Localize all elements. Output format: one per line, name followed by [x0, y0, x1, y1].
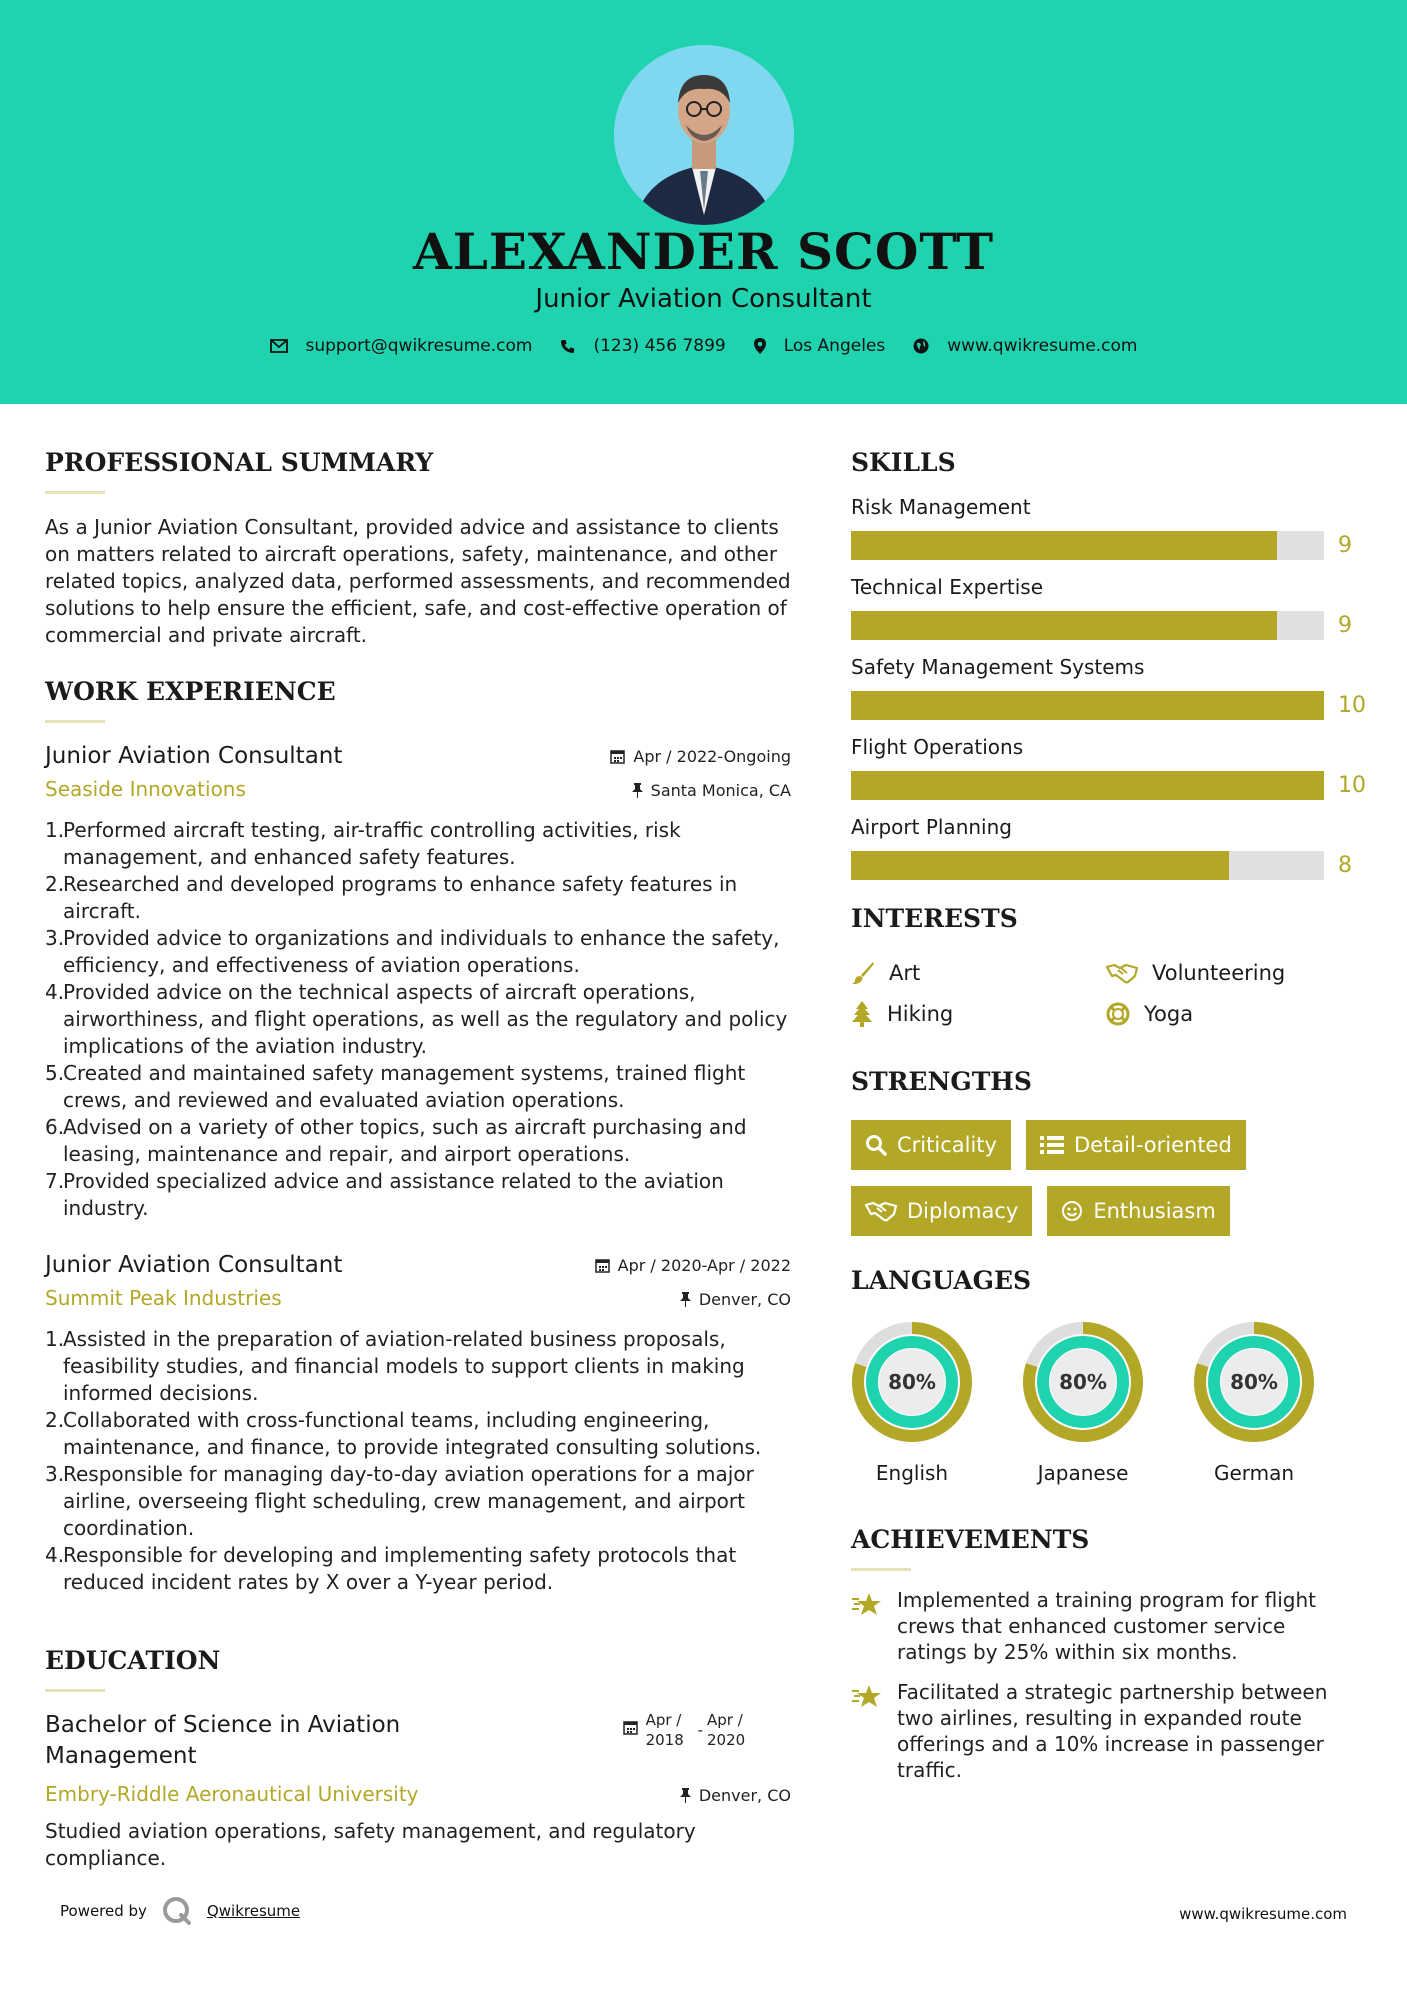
list-item: 6. Advised on a variety of other topics, such as aircraft purchasing and leasing, maintenance and repair, and airport operations.	[45, 1115, 747, 1166]
skill-value: 9	[1338, 533, 1352, 558]
interests-section	[851, 904, 1361, 1027]
handshake-icon	[1106, 962, 1138, 984]
degree-title: Bachelor of Science in Aviation Management	[45, 1712, 401, 1769]
skill-label: Safety Management Systems	[851, 655, 1145, 679]
list-item: 1. Assisted in the preparation of aviation-related business proposals, feasibility studies, and financial models to support clients in making informed decisions.	[45, 1327, 745, 1405]
list-item: 2. Researched and developed programs to enhance safety features in aircraft.	[45, 872, 738, 923]
skill-bar-fill	[851, 691, 1324, 720]
summary-heading: PROFESSIONAL SUMMARY	[45, 448, 434, 477]
contact-email[interactable]	[270, 336, 533, 356]
job-dates	[595, 1256, 791, 1275]
pushpin-icon	[632, 783, 643, 798]
education-start: Apr / 2018	[645, 1711, 684, 1749]
list-item: 7. Provided specialized advice and assistance related to the aviation industry.	[45, 1169, 724, 1220]
job-responsibilities	[45, 817, 791, 1222]
skill-bar	[851, 531, 1324, 560]
summary-text: As a Junior Aviation Consultant, provided advice and assistance to clients on matters related to aircraft operations, safety, maintenance, and other related topics, analyzed data, performed assessments, and recommended solutions to help ensure the efficient, safe, and cost-effective operation of commercial and private aircraft.	[45, 515, 791, 647]
qwikresume-logo-icon	[161, 1895, 193, 1927]
skill-item	[851, 735, 1366, 800]
language-label: Japanese	[1037, 1461, 1129, 1485]
job-title: Junior Aviation Consultant	[45, 743, 343, 769]
job-dates	[610, 747, 791, 766]
skill-item	[851, 495, 1361, 560]
experience-heading: WORK EXPERIENCE	[45, 677, 336, 706]
heading-underline	[45, 491, 105, 494]
candidate-title: Junior Aviation Consultant	[535, 284, 872, 314]
left-column	[45, 448, 791, 1872]
paintbrush-icon	[851, 961, 875, 985]
language-ring	[1193, 1321, 1315, 1443]
school-name: Embry-Riddle Aeronautical University	[45, 1782, 419, 1806]
powered-by	[60, 1895, 300, 1927]
map-pin-icon	[754, 338, 766, 354]
job-title: Junior Aviation Consultant	[45, 1252, 343, 1278]
contact-email-text: support@qwikresume.com	[305, 336, 533, 356]
achievements-heading: ACHIEVEMENTS	[851, 1525, 1090, 1554]
resume-header	[0, 0, 1407, 404]
language-item	[1022, 1321, 1144, 1485]
education-heading: EDUCATION	[45, 1646, 221, 1675]
language-label: German	[1213, 1461, 1295, 1485]
skill-label: Risk Management	[851, 495, 1031, 519]
job-entry	[45, 743, 791, 1222]
list-item: 4. Responsible for developing and implementing safety protocols that reduced incident rates by X over a Y-year period.	[45, 1543, 737, 1594]
list-icon	[1040, 1135, 1064, 1155]
list-item: 1. Performed aircraft testing, air-traffic controlling activities, risk management, and enhanced safety features.	[45, 818, 681, 869]
brand-link[interactable]: Qwikresume	[206, 1902, 301, 1920]
heading-underline	[45, 720, 105, 723]
education-dates	[623, 1710, 791, 1750]
date-separator: -	[697, 1721, 703, 1739]
achievements-list	[851, 1587, 1361, 1783]
calendar-icon	[610, 749, 625, 764]
star-icon	[851, 1683, 883, 1709]
skills-heading: SKILLS	[851, 448, 956, 477]
tree-icon	[851, 1001, 873, 1027]
calendar-icon	[595, 1258, 610, 1273]
powered-by-label: Powered by	[60, 1902, 147, 1920]
strengths-list	[851, 1120, 1361, 1252]
contact-website[interactable]	[913, 336, 1137, 356]
interest-item: Hiking	[851, 1001, 1106, 1027]
skill-bar-fill	[851, 531, 1277, 560]
job-dates-text: Apr / 2020-Apr / 2022	[617, 1256, 791, 1275]
language-item	[851, 1321, 973, 1485]
list-item: 2. Collaborated with cross-functional teams, including engineering, maintenance, and finance, to provide integrated consulting solutions.	[45, 1408, 762, 1459]
search-icon	[865, 1134, 887, 1156]
pushpin-icon	[680, 1292, 691, 1307]
strength-chip: Enthusiasm	[1047, 1186, 1229, 1236]
interests-list	[851, 961, 1361, 1027]
skill-item	[851, 655, 1366, 720]
contact-location-text: Los Angeles	[783, 336, 886, 356]
footer-website[interactable]: www.qwikresume.com	[1179, 1905, 1347, 1923]
job-location-text: Santa Monica, CA	[650, 781, 791, 800]
star-icon	[851, 1591, 883, 1617]
languages-list	[851, 1321, 1361, 1485]
contact-phone-text: (123) 456 7899	[593, 336, 726, 356]
strengths-section	[851, 1067, 1361, 1252]
education-location	[680, 1786, 791, 1805]
contact-website-text: www.qwikresume.com	[947, 336, 1138, 356]
skill-value: 10	[1338, 773, 1366, 798]
smile-icon	[1061, 1200, 1083, 1222]
company-name: Summit Peak Industries	[45, 1286, 282, 1310]
list-item: 4. Provided advice on the technical aspects of aircraft operations, airworthiness, and flight operations, as well as the regulatory and policy implications of the aviation industry.	[45, 980, 788, 1058]
candidate-name: ALEXANDER SCOTT	[412, 222, 995, 281]
interest-item: Volunteering	[1106, 961, 1361, 985]
envelope-icon	[270, 339, 288, 353]
skill-value: 10	[1338, 693, 1366, 718]
skill-item	[851, 575, 1361, 640]
education-description: Studied aviation operations, safety management, and regulatory compliance.	[45, 1819, 696, 1870]
globe-icon	[913, 338, 929, 354]
job-dates-text: Apr / 2022-Ongoing	[633, 747, 791, 766]
skill-item	[851, 815, 1361, 880]
skill-bar-fill	[851, 771, 1324, 800]
achievement-item: Facilitated a strategic partnership between two airlines, resulting in expanded route offerings and a 10% increase in passenger traffic.	[851, 1679, 1361, 1783]
contact-phone[interactable]	[560, 336, 725, 356]
lifering-icon	[1106, 1002, 1130, 1026]
achievements-section	[851, 1525, 1361, 1783]
calendar-icon	[623, 1720, 638, 1735]
skill-bar	[851, 611, 1324, 640]
achievement-item: Implemented a training program for flight crews that enhanced customer service ratings by 25% within six months.	[851, 1587, 1361, 1665]
phone-icon	[560, 339, 575, 354]
heading-underline	[851, 1568, 911, 1571]
language-percent: 80%	[888, 1370, 936, 1394]
skill-bar	[851, 771, 1324, 800]
list-item: 3. Responsible for managing day-to-day aviation operations for a major airline, overseeing flight scheduling, crew management, and airport coordination.	[45, 1462, 754, 1540]
skill-label: Airport Planning	[851, 815, 1012, 839]
list-item: 3. Provided advice to organizations and individuals to enhance the safety, efficiency, and effectiveness of aviation operations.	[45, 926, 780, 977]
job-responsibilities	[45, 1326, 791, 1596]
skill-bar	[851, 691, 1324, 720]
company-name: Seaside Innovations	[45, 777, 246, 801]
language-label: English	[875, 1461, 949, 1485]
language-percent: 80%	[1059, 1370, 1107, 1394]
strength-chip: Diplomacy	[851, 1186, 1032, 1236]
job-location	[680, 1290, 791, 1309]
job-location	[632, 781, 791, 800]
skill-value: 9	[1338, 613, 1352, 638]
interest-item: Art	[851, 961, 1106, 985]
education-location-text: Denver, CO	[698, 1786, 791, 1805]
profile-photo	[614, 45, 794, 225]
skill-label: Flight Operations	[851, 735, 1024, 759]
job-entry	[45, 1252, 791, 1596]
language-ring	[1022, 1321, 1144, 1443]
heading-underline	[45, 1689, 105, 1692]
job-location-text: Denver, CO	[698, 1290, 791, 1309]
list-item: 5. Created and maintained safety management systems, trained flight crews, and reviewed and evaluated aviation operations.	[45, 1061, 746, 1112]
contact-location	[754, 336, 886, 356]
education-end: Apr / 2020	[707, 1711, 746, 1749]
education-section	[45, 1646, 791, 1872]
skill-label: Technical Expertise	[851, 575, 1044, 599]
skill-value: 8	[1338, 853, 1352, 878]
languages-section	[851, 1266, 1361, 1485]
language-item	[1193, 1321, 1315, 1485]
interest-item: Yoga	[1106, 1001, 1361, 1027]
language-percent: 80%	[1230, 1370, 1278, 1394]
strength-chip: Detail-oriented	[1026, 1120, 1246, 1170]
interests-heading: INTERESTS	[851, 904, 1018, 933]
contact-bar	[0, 336, 1407, 356]
right-column	[851, 448, 1366, 1797]
language-ring	[851, 1321, 973, 1443]
pushpin-icon	[680, 1788, 691, 1803]
skill-bar-fill	[851, 851, 1229, 880]
skills-section	[851, 448, 1366, 880]
strength-chip: Criticality	[851, 1120, 1011, 1170]
summary-section	[45, 448, 791, 649]
skills-list	[851, 495, 1366, 880]
skill-bar-fill	[851, 611, 1277, 640]
languages-heading: LANGUAGES	[851, 1266, 1032, 1295]
skill-bar	[851, 851, 1324, 880]
strengths-heading: STRENGTHS	[851, 1067, 1032, 1096]
experience-section	[45, 677, 791, 1596]
handshake-icon	[865, 1200, 897, 1222]
